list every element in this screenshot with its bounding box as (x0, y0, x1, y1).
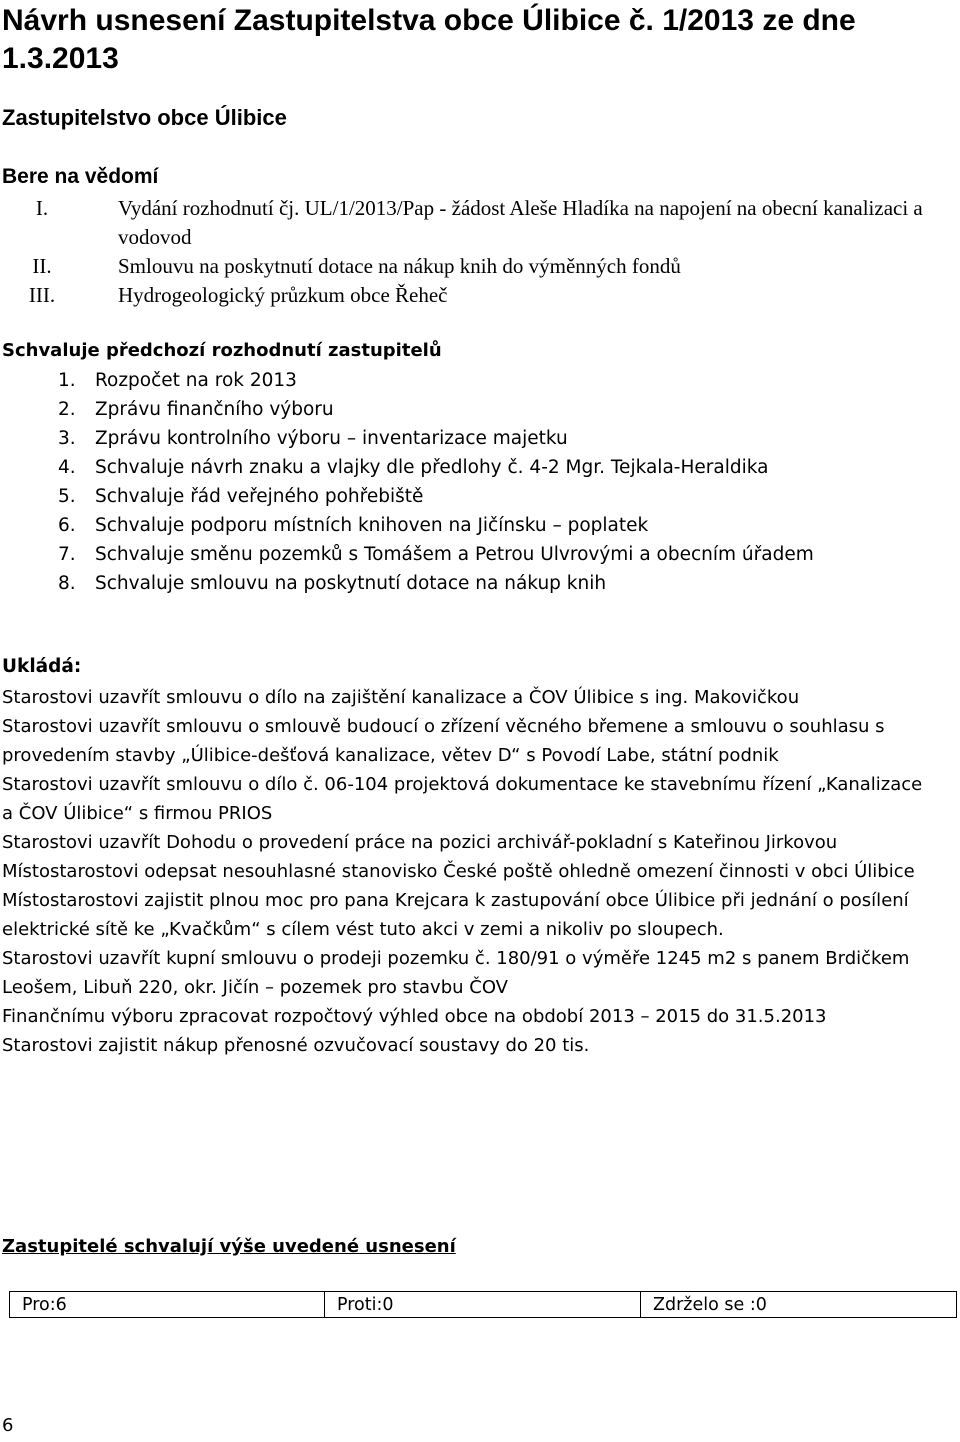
vote-abstained-cell: Zdrželo se :0 (641, 1292, 957, 1318)
approves-list (2, 366, 942, 598)
list-item (2, 424, 942, 453)
item-number: 6. (58, 515, 76, 536)
vote-table (9, 1291, 957, 1318)
section-heading-approves: Schvaluje předchozí rozhodnutí zastupitelů (2, 340, 442, 361)
task-item: Starostovi uzavřít smlouvu o dílo na zajištění kanalizace a ČOV Úlibice s ing. Makovičkou (2, 687, 800, 708)
task-item: Starostovi zajistit nákup přenosné ozvučovací soustavy do 20 tis. (2, 1035, 590, 1056)
task-item: Starostovi uzavřít Dohodu o provedení práce na pozici archivář-pokladní s Kateřinou Jirkovou (2, 832, 838, 853)
task-item: Starostovi uzavřít kupní smlouvu o prodeji pozemku č. 180/91 o výměře 1245 m2 s panem Brdičkem Leošem, Libuň 220, okr. Jičín – pozemek pro stavbu ČOV (2, 948, 910, 998)
item-number: 8. (58, 573, 76, 594)
task-item: Starostovi uzavřít smlouvu o smlouvě budoucí o zřízení věcného břemene a smlouvu o souhlasu s provedením stavby „Úlibice-dešťová kanalizace, větev D“ s Povodí Labe, státní podnik (2, 716, 885, 766)
final-resolution-heading: Zastupitelé schvalují výše uvedené usnesení (2, 1236, 456, 1257)
item-number: 2. (58, 399, 76, 420)
item-text: Schvaluje podporu místních knihoven na Jičínsku – poplatek (95, 515, 649, 536)
list-item (2, 540, 942, 569)
item-number: III. (28, 283, 56, 307)
item-text: Schvaluje návrh znaku a vlajky dle předlohy č. 4-2 Mgr. Tejkala-Heraldika (95, 457, 769, 478)
task-item: Místostarostovi odepsat nesouhlasné stanovisko České poště ohledně omezení činnosti v obci Úlibice (2, 861, 915, 882)
item-text: Schvaluje smlouvu na poskytnutí dotace na nákup knih (95, 573, 607, 594)
item-number: 3. (58, 428, 76, 449)
item-number: II. (32, 254, 52, 278)
vote-for-cell: Pro:6 (10, 1292, 325, 1318)
item-text: Schvaluje směnu pozemků s Tomášem a Petrou Ulvrovými a obecním úřadem (95, 544, 814, 565)
item-text: Rozpočet na rok 2013 (95, 370, 297, 391)
item-number: 7. (58, 544, 76, 565)
item-number: 1. (58, 370, 76, 391)
item-text: Zprávu kontrolního výboru – inventarizace majetku (95, 428, 568, 449)
list-item (2, 453, 942, 482)
item-text: Smlouvu na poskytnutí dotace na nákup knih do výměnných fondů (118, 254, 681, 278)
item-number: 4. (58, 457, 76, 478)
task-item: Starostovi uzavřít smlouvu o dílo č. 06-104 projektová dokumentace ke stavebnímu řízení „Kanalizace a ČOV Úlibice“ s firmou PRIOS (2, 774, 923, 824)
item-text: Zprávu finančního výboru (95, 399, 334, 420)
section-heading-notes: Bere na vědomí (2, 165, 159, 188)
task-item: Místostarostovi zajistit plnou moc pro pana Krejcara k zastupování obce Úlibice při jednání o posílení elektrické sítě ke „Kvačkům“ s cílem vést tuto akci v zemi a nikoliv po sloupech. (2, 890, 909, 940)
page-number: 6 (2, 1415, 14, 1436)
item-text: Vydání rozhodnutí čj. UL/1/2013/Pap - žádost Aleše Hladíka na napojení na obecní kanalizaci a vodovod (118, 196, 923, 249)
item-text: Schvaluje řád veřejného pohřebiště (95, 486, 424, 507)
item-number: 5. (58, 486, 76, 507)
list-item (2, 194, 942, 252)
list-item (2, 252, 942, 281)
council-name: Zastupitelstvo obce Úlibice (2, 105, 287, 130)
list-item (2, 395, 942, 424)
list-item (2, 569, 942, 598)
list-item (2, 511, 942, 540)
item-text: Hydrogeologický průzkum obce Řeheč (118, 283, 448, 307)
vote-against-cell: Proti:0 (325, 1292, 641, 1318)
tasks-list (2, 683, 937, 1060)
document-title: Návrh usnesení Zastupitelstva obce Úlibice č. 1/2013 ze dne 1.3.2013 (2, 4, 856, 75)
item-number: I. (35, 196, 49, 220)
section-heading-tasks: Ukládá: (2, 656, 82, 677)
list-item (2, 281, 942, 310)
notes-list (2, 194, 942, 310)
table-row (10, 1292, 957, 1318)
task-item: Finančnímu výboru zpracovat rozpočtový výhled obce na období 2013 – 2015 do 31.5.2013 (2, 1006, 827, 1027)
list-item (2, 482, 942, 511)
list-item (2, 366, 942, 395)
